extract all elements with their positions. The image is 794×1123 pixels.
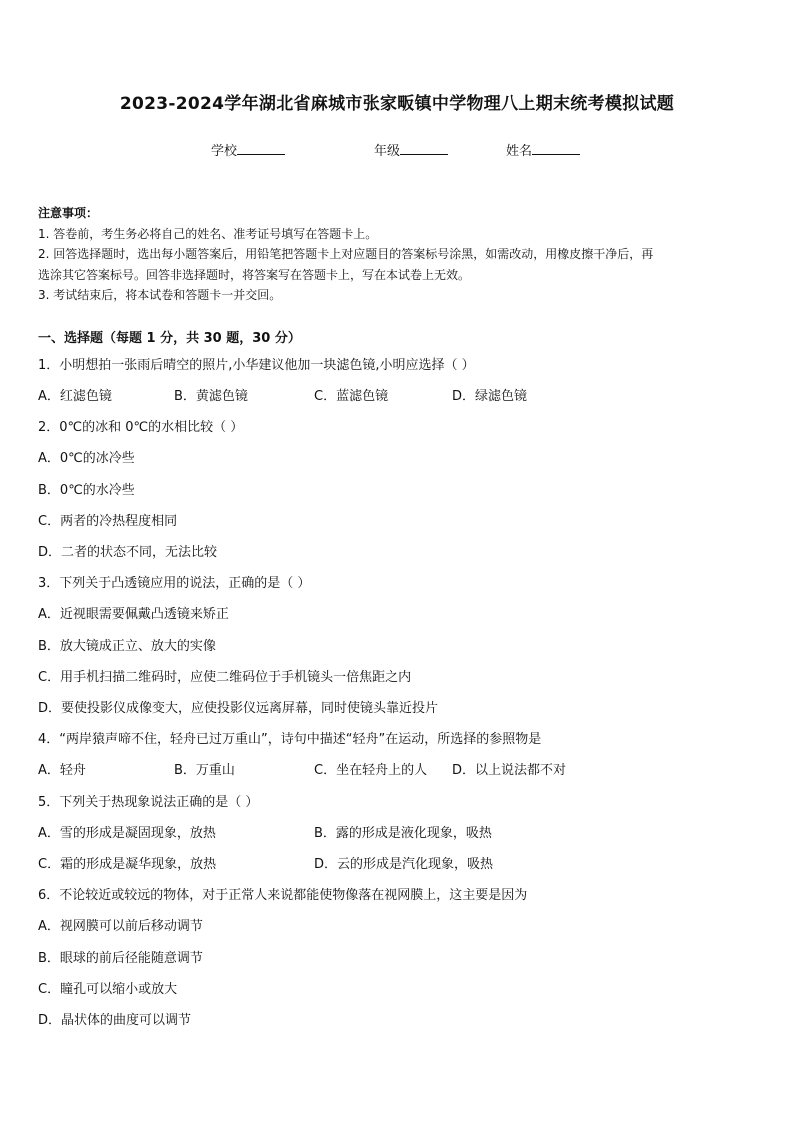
notes-item: 3. 考试结束后，将本试卷和答题卡一并交回。 <box>38 288 282 302</box>
exam-title: 2023-2024学年湖北省麻城市张家畈镇中学物理八上期末统考模拟试题 <box>119 94 675 114</box>
school-field <box>211 140 285 159</box>
school-blank <box>237 142 285 155</box>
grade-label: 年级 <box>374 144 401 159</box>
question-option: A．轻舟 <box>38 763 86 778</box>
name-field <box>506 140 580 159</box>
question-option: B．黄滤色镜 <box>174 389 248 404</box>
question-option: A．0℃的冰冷些 <box>38 451 135 466</box>
question-stem: 6．不论较近或较远的物体，对于正常人来说都能使物像落在视网膜上，这主要是因为 <box>38 888 528 903</box>
question-option: D．云的形成是汽化现象，吸热 <box>314 857 494 872</box>
question-option: D．二者的状态不同，无法比较 <box>38 545 218 560</box>
name-blank <box>532 142 580 155</box>
question-option: C．两者的冷热程度相同 <box>38 514 178 529</box>
question-option: A．雪的形成是凝固现象，放热 <box>38 826 216 841</box>
notes-item: 选涂其它答案标号。回答非选择题时，将答案写在答题卡上，写在本试卷上无效。 <box>38 267 471 282</box>
question-option: C．用手机扫描二维码时，应使二维码位于手机镜头一倍焦距之内 <box>38 670 412 685</box>
question-option: B．露的形成是液化现象，吸热 <box>314 826 492 841</box>
grade-field <box>374 140 448 159</box>
name-label: 姓名 <box>506 144 533 159</box>
question-option: D．要使投影仪成像变大，应使投影仪远离屏幕，同时使镜头靠近投片 <box>38 701 439 716</box>
question-stem: 4．“两岸猿声啼不住，轻舟已过万重山”，诗句中描述“轻舟”在运动，所选择的参照物是 <box>38 732 542 747</box>
question-option: C．蓝滤色镜 <box>314 389 389 404</box>
question-option: B．眼球的前后径能随意调节 <box>38 951 203 966</box>
notes-item: 2. 回答选择题时，选出每小题答案后，用铅笔把答题卡上对应题目的答案标号涂黑，如需改动，用橡皮擦干净后，再 <box>38 247 654 261</box>
question-option: B．放大镜成正立、放大的实像 <box>38 639 216 654</box>
notes-heading: 注意事项： <box>38 206 99 220</box>
question-option: D．晶状体的曲度可以调节 <box>38 1013 192 1028</box>
question-option: A．近视眼需要佩戴凸透镜来矫正 <box>38 607 229 622</box>
section-heading: 一、选择题（每题 1 分，共 30 题，30 分） <box>38 331 301 346</box>
question-stem: 5．下列关于热现象说法正确的是（ ） <box>38 795 259 810</box>
question-option: D．绿滤色镜 <box>452 389 528 404</box>
question-option: B．万重山 <box>174 763 235 778</box>
question-option: A．红滤色镜 <box>38 389 112 404</box>
question-stem: 1．小明想拍一张雨后晴空的照片,小华建议他加一块滤色镜,小明应选择（ ） <box>38 358 475 373</box>
school-label: 学校 <box>211 144 238 159</box>
question-option: C．坐在轻舟上的人 <box>314 763 428 778</box>
question-option: C．瞳孔可以缩小或放大 <box>38 982 178 997</box>
question-option: D．以上说法都不对 <box>452 763 567 778</box>
notes-item: 1. 答卷前，考生务必将自己的姓名、准考证号填写在答题卡上。 <box>38 226 378 241</box>
questions-area <box>38 327 768 1028</box>
question-option: A．视网膜可以前后移动调节 <box>38 919 203 934</box>
question-option: C．霜的形成是凝华现象，放热 <box>38 857 217 872</box>
question-option: B．0℃的水冷些 <box>38 483 135 498</box>
grade-blank <box>400 142 448 155</box>
notes-section <box>38 203 758 306</box>
question-stem: 2．0℃的冰和 0℃的水相比较（ ） <box>38 420 244 435</box>
question-stem: 3．下列关于凸透镜应用的说法，正确的是（ ） <box>38 576 311 591</box>
